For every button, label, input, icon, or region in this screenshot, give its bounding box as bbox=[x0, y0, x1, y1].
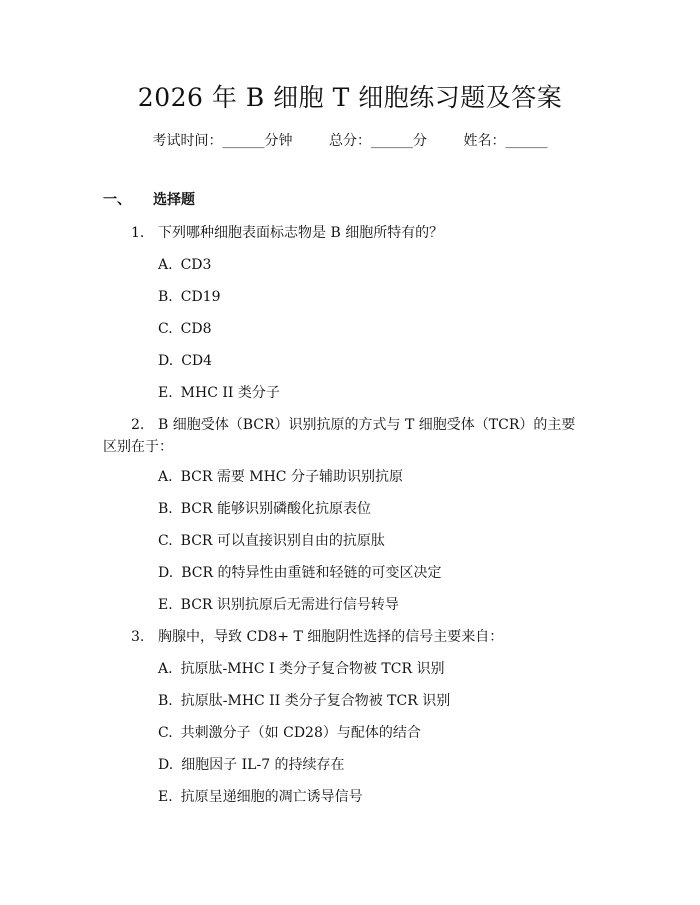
option-text: BCR 的特异性由重链和轻链的可变区决定 bbox=[181, 565, 442, 581]
option-letter: E. bbox=[158, 385, 173, 401]
question-2-option-e bbox=[158, 594, 588, 616]
option-letter: C. bbox=[158, 321, 173, 337]
option-letter: D. bbox=[158, 565, 174, 581]
option-letter: C. bbox=[158, 533, 173, 549]
option-text: CD19 bbox=[180, 289, 221, 305]
option-letter: A. bbox=[158, 469, 173, 485]
question-number: 3. bbox=[131, 629, 145, 645]
exam-meta bbox=[0, 130, 700, 152]
option-text: 抗原肽-MHC I 类分子复合物被 TCR 识别 bbox=[180, 661, 445, 677]
option-letter: B. bbox=[158, 693, 173, 709]
option-text: BCR 可以直接识别自由的抗原肽 bbox=[180, 533, 385, 549]
option-letter: B. bbox=[158, 501, 173, 517]
question-2 bbox=[103, 414, 583, 458]
question-2-option-a bbox=[158, 466, 588, 488]
question-2-option-b bbox=[158, 498, 588, 520]
document-title: 2026 年 B 细胞 T 细胞练习题及答案 bbox=[137, 83, 563, 112]
option-text: 细胞因子 IL-7 的持续存在 bbox=[181, 757, 345, 773]
section-number: 一、 bbox=[103, 192, 131, 208]
option-letter: A. bbox=[158, 661, 173, 677]
question-2-option-d bbox=[158, 562, 588, 584]
option-letter: D. bbox=[158, 757, 174, 773]
question-1-option-e bbox=[158, 382, 588, 404]
question-1-option-d bbox=[158, 350, 588, 372]
question-3-option-e bbox=[158, 786, 588, 808]
option-text: MHC II 类分子 bbox=[180, 385, 280, 401]
option-text: BCR 需要 MHC 分子辅助识别抗原 bbox=[180, 469, 403, 485]
question-1-option-c bbox=[158, 318, 588, 340]
option-text: 共刺激分子（如 CD28）与配体的结合 bbox=[180, 725, 421, 741]
option-letter: B. bbox=[158, 289, 173, 305]
question-3 bbox=[103, 626, 583, 648]
option-text: CD4 bbox=[181, 353, 213, 369]
question-text: 下列哪种细胞表面标志物是 B 细胞所特有的？ bbox=[158, 225, 444, 241]
question-3-option-c bbox=[158, 722, 588, 744]
question-1-option-a bbox=[158, 254, 588, 276]
name-field: 姓名：______ bbox=[463, 133, 548, 149]
section-label: 选择题 bbox=[153, 192, 195, 208]
question-number: 2. bbox=[131, 417, 145, 433]
option-letter: A. bbox=[158, 257, 173, 273]
option-text: BCR 识别抗原后无需进行信号转导 bbox=[180, 597, 399, 613]
question-3-option-b bbox=[158, 690, 588, 712]
question-text: 胸腺中，导致 CD8+ T 细胞阴性选择的信号主要来自： bbox=[158, 629, 504, 645]
question-text: B 细胞受体（BCR）识别抗原的方式与 T 细胞受体（TCR）的主要区别在于： bbox=[103, 417, 576, 455]
option-letter: E. bbox=[158, 789, 173, 805]
question-3-option-a bbox=[158, 658, 588, 680]
question-number: 1. bbox=[131, 225, 145, 241]
question-1 bbox=[103, 222, 583, 244]
option-text: 抗原呈递细胞的凋亡诱导信号 bbox=[180, 789, 363, 805]
total-score-field: 总分：______分 bbox=[329, 133, 427, 149]
option-letter: E. bbox=[158, 597, 173, 613]
option-text: BCR 能够识别磷酸化抗原表位 bbox=[180, 501, 372, 517]
exam-time-field: 考试时间：______分钟 bbox=[152, 133, 293, 149]
question-2-option-c bbox=[158, 530, 588, 552]
option-letter: D. bbox=[158, 353, 174, 369]
option-letter: C. bbox=[158, 725, 173, 741]
question-3-option-d bbox=[158, 754, 588, 776]
option-text: CD3 bbox=[180, 257, 212, 273]
option-text: CD8 bbox=[180, 321, 212, 337]
option-text: 抗原肽-MHC II 类分子复合物被 TCR 识别 bbox=[180, 693, 451, 709]
section-heading bbox=[103, 189, 195, 211]
question-1-option-b bbox=[158, 286, 588, 308]
